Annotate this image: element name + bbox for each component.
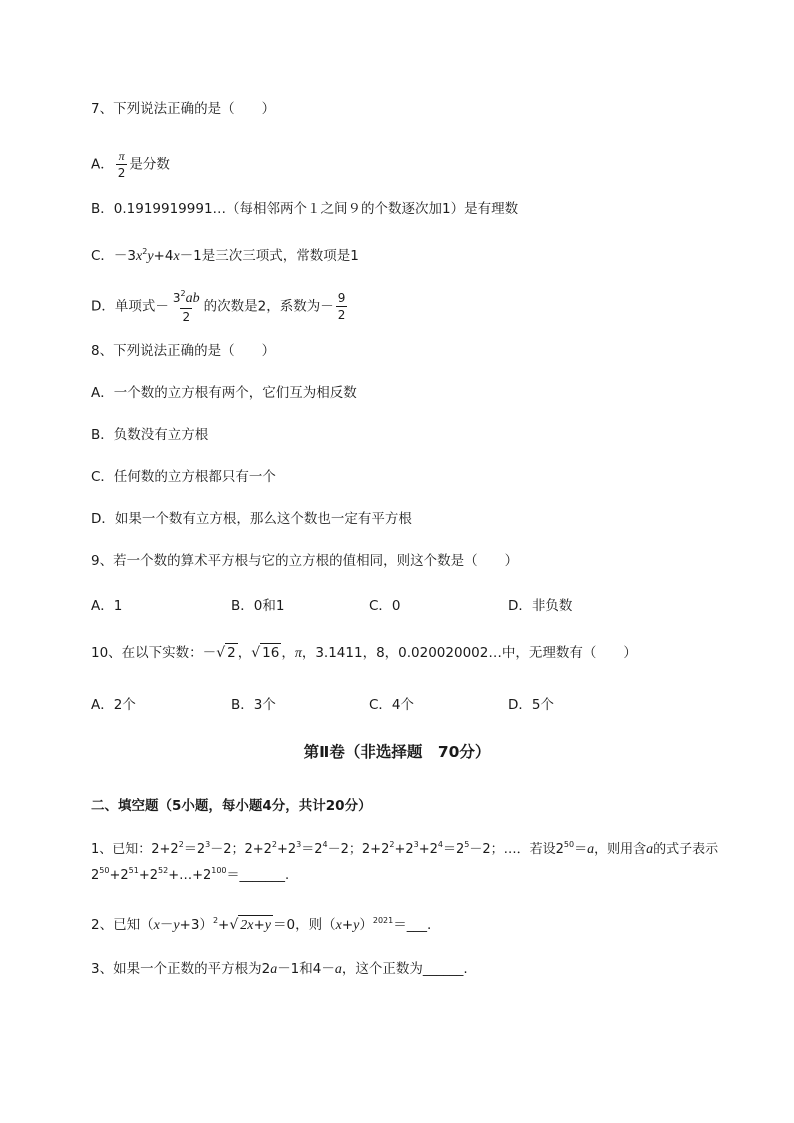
q7-c-var-x: x	[136, 249, 143, 264]
f2-radicand-y: y	[264, 918, 272, 933]
f2-text: +3）	[179, 917, 213, 933]
q7-a-text: 是分数	[129, 156, 170, 173]
q8-stem: 8、下列说法正确的是（ ）	[91, 343, 276, 359]
f3-line	[91, 960, 468, 979]
q7-d-coef-den: 2	[337, 308, 346, 322]
f1-text: －2；…．若设2	[469, 842, 564, 857]
f3-var-a: a	[334, 962, 342, 977]
f1-text: ，则用含	[594, 842, 647, 857]
q9-option-d: D．非负数	[508, 598, 573, 614]
f2-var-y: y	[173, 918, 180, 933]
f2-exp: 2021	[372, 916, 394, 925]
f2-text: ＝0，则（	[273, 917, 336, 933]
f1-text: 的式子表示	[653, 842, 719, 857]
q9-stem: 9、若一个数的算术平方根与它的立方根的值相同，则这个数是（ ）	[91, 553, 519, 569]
q7-d-num-base: 3	[172, 291, 181, 305]
f1-exp: 50	[99, 866, 110, 875]
f1-text: －2；2+2	[210, 842, 272, 857]
q7-d-num-var: ab	[185, 291, 200, 306]
f1-text: +2	[418, 842, 438, 857]
f1-text: ＝2	[301, 842, 323, 857]
q10-rest: ，3.1411，8，0.020020002…中，无理数有（ ）	[301, 645, 637, 661]
q10-option-b: B．3个	[231, 697, 276, 713]
f1-text: +2	[109, 868, 129, 883]
f2-text: ）	[359, 917, 373, 933]
q9-option-c: C．0	[369, 598, 401, 614]
q10-option-c: C．4个	[369, 697, 415, 713]
q7-a-prefix: A．	[91, 156, 114, 173]
q7-d-denominator: 2	[182, 310, 191, 324]
radical-sign-icon: √	[216, 645, 226, 661]
f2-var-x: x	[153, 918, 160, 933]
f1-text: 1、已知：2+2	[91, 842, 179, 857]
f1-line-1	[91, 836, 718, 859]
f2-blank: ＝___.	[393, 917, 432, 933]
q7-d-prefix: D．单项式－	[91, 298, 169, 315]
f1-blank: ＝_______.	[226, 868, 290, 883]
f1-exp: 3	[296, 840, 302, 849]
f2-text: +	[341, 917, 354, 933]
f3-blank: ，这个正数为______.	[341, 961, 468, 977]
q7-option-a	[91, 150, 170, 179]
q10-prefix: 10、在以下实数：－	[91, 645, 217, 661]
f1-exp: 3	[205, 840, 211, 849]
f1-text: ＝	[574, 842, 588, 857]
f1-text: ＝2	[442, 842, 465, 857]
f2-exp: 2	[212, 916, 219, 925]
f1-text: +2	[138, 868, 158, 883]
section-title: 第Ⅱ卷（非选择题 70分）	[303, 743, 491, 761]
f2-var-x: x	[335, 918, 342, 933]
q10-stem	[91, 643, 637, 663]
q10-radicand-2: 16	[262, 645, 280, 661]
f3-var-a: a	[270, 962, 278, 977]
f1-exp: 4	[322, 840, 328, 849]
q7-d-mid: 的次数是2，系数为－	[203, 298, 334, 315]
q10-option-d: D．5个	[508, 697, 554, 713]
f2-text: 2、已知（	[91, 917, 154, 933]
q7-a-numerator: π	[118, 149, 125, 163]
q7-d-coef-fraction	[336, 292, 348, 321]
q8-option-c: C．任何数的立方根都只有一个	[91, 469, 276, 485]
f1-text: +…+2	[168, 868, 212, 883]
radical-sign-icon: √	[229, 917, 239, 933]
f2-var-y: y	[353, 918, 360, 933]
q7-d-numerator	[171, 290, 202, 308]
q8-option-a: A．一个数的立方根有两个，它们互为相反数	[91, 385, 357, 401]
q7-c-var-y: y	[147, 249, 154, 264]
q8-option-b: B．负数没有立方根	[91, 427, 209, 443]
f2-text: +	[218, 917, 230, 933]
f1-exp: 4	[437, 840, 443, 849]
q7-a-denominator: 2	[117, 166, 126, 180]
f1-exp: 3	[413, 840, 419, 849]
q10-sep-1: ，	[237, 645, 252, 661]
q10-sep-2: ，	[281, 645, 295, 661]
q8-option-d: D．如果一个数有立方根，那么这个数也一定有平方根	[91, 511, 412, 527]
q9-option-a: A．1	[91, 598, 123, 614]
f1-text: ＝2	[183, 842, 206, 857]
part-title: 二、填空题（5小题，每小题4分，共计20分）	[91, 798, 372, 814]
f2-text: －	[159, 917, 174, 933]
q7-d-coef-num: 9	[337, 291, 346, 305]
radical-sign-icon: √	[251, 645, 261, 661]
q7-c-prefix: C．－3	[91, 248, 137, 264]
f1-exp: 5	[464, 840, 470, 849]
f1-exp: 52	[158, 866, 169, 875]
q10-pi: π	[294, 646, 302, 661]
f1-text: +2	[277, 842, 297, 857]
q7-option-b: B．0.1919919991…（每相邻两个１之间９的个数逐次加1）是有理数	[91, 201, 519, 217]
q9-option-b: B．0和1	[231, 598, 285, 614]
q7-c-mid: +4	[153, 248, 174, 264]
f2-radicand	[238, 915, 273, 935]
f1-text: +2	[394, 842, 414, 857]
f2-line	[91, 912, 431, 935]
q7-d-num-exp: 2	[180, 289, 186, 298]
q10-option-a: A．2个	[91, 697, 136, 713]
f1-exp: 51	[128, 866, 139, 875]
q7-option-c	[91, 243, 359, 266]
f1-exp: 100	[211, 866, 227, 875]
f1-text: 2	[91, 868, 100, 883]
f1-var-a: a	[587, 842, 595, 857]
f1-text: －2；2+2	[327, 842, 390, 857]
q7-c-var-x2: x	[173, 249, 180, 264]
q7-c-end: －1是三次三项式，常数项是1	[179, 248, 359, 264]
q7-option-d	[91, 290, 349, 323]
q7-d-fraction	[171, 290, 202, 323]
q7-a-fraction	[116, 150, 128, 179]
f1-var-a: a	[646, 842, 654, 857]
f1-exp: 2	[271, 840, 277, 849]
f3-text: －1和4－	[277, 961, 335, 977]
q7-stem: 7、下列说法正确的是（ ）	[91, 101, 276, 117]
q10-radicand-1: 2	[227, 645, 236, 661]
f2-radicand-plus: +	[253, 917, 265, 933]
q7-c-exp: 2	[142, 247, 148, 256]
f1-line-2	[91, 862, 289, 885]
f2-radicand-2x: 2x	[240, 918, 254, 933]
f3-text: 3、如果一个正数的平方根为2	[91, 961, 271, 977]
f1-exp: 2	[389, 840, 395, 849]
f1-exp: 50	[563, 840, 575, 849]
f1-exp: 2	[178, 840, 184, 849]
